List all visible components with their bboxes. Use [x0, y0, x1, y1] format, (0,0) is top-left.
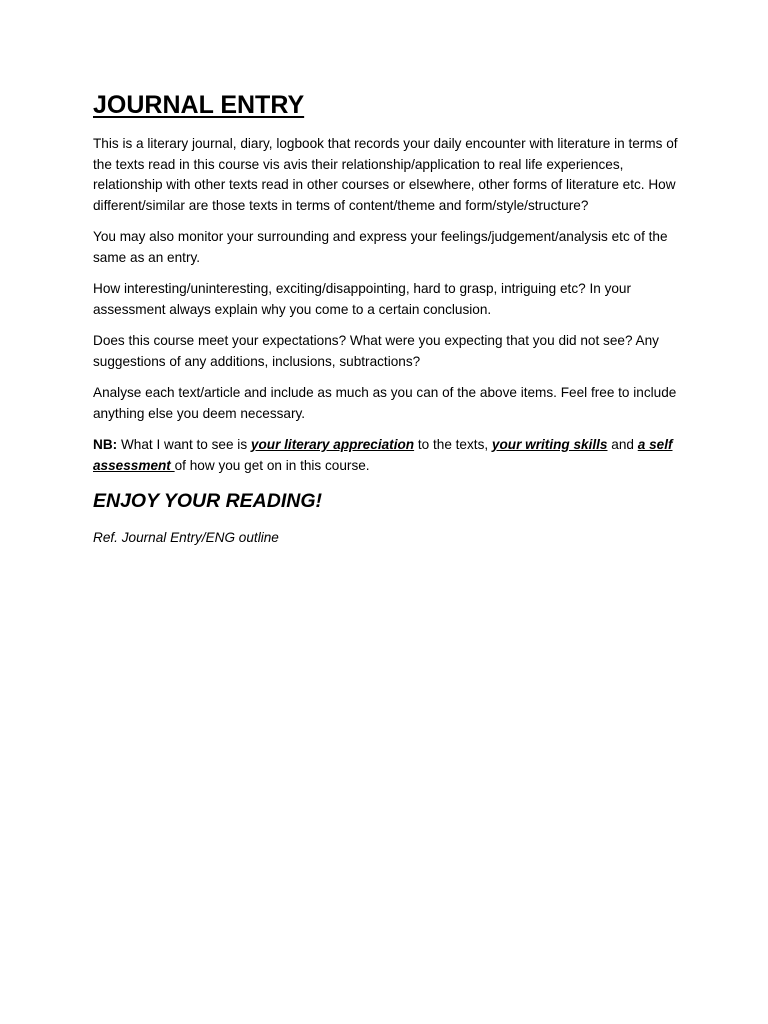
paragraph-nb	[93, 435, 683, 476]
nb-text-middle-1: to the texts,	[414, 437, 492, 452]
reference-note: Ref. Journal Entry/ENG outline	[93, 530, 279, 545]
closing-heading: ENJOY YOUR READING!	[93, 490, 322, 512]
document-page	[93, 88, 683, 548]
nb-emphasis-self-assessment: a self assessment	[93, 437, 673, 473]
paragraph-expectations: Does this course meet your expectations? What were you expecting that you did not see? Any suggestions of any additions, inclusions, subtractions?	[93, 333, 659, 369]
nb-emphasis-writing-skills: your writing skills	[491, 437, 608, 452]
nb-label: NB:	[93, 437, 118, 452]
page-title: JOURNAL ENTRY	[93, 91, 305, 119]
paragraph-analyse: Analyse each text/article and include as much as you can of the above items. Feel free to include anything else you deem necessary.	[93, 385, 677, 421]
nb-text-middle-2: and	[607, 437, 638, 452]
paragraph-monitor: You may also monitor your surrounding and express your feelings/judgement/analysis etc of the same as an entry.	[93, 229, 668, 265]
paragraph-assessment: How interesting/uninteresting, exciting/disappointing, hard to grasp, intriguing etc? In your assessment always explain why you come to a certain conclusion.	[93, 281, 632, 317]
paragraph-intro: This is a literary journal, diary, logbook that records your daily encounter with literature in terms of the texts read in this course vis avis their relationship/application to real life experiences, relationship with other texts read in other courses or elsewhere, other forms of literature etc. How different/similar are those texts in terms of content/theme and form/style/structure?	[93, 136, 678, 213]
nb-text-after: of how you get on in this course.	[174, 457, 370, 473]
nb-text-before: What I want to see is	[117, 437, 251, 452]
nb-emphasis-literary-appreciation: your literary appreciation	[250, 437, 415, 452]
